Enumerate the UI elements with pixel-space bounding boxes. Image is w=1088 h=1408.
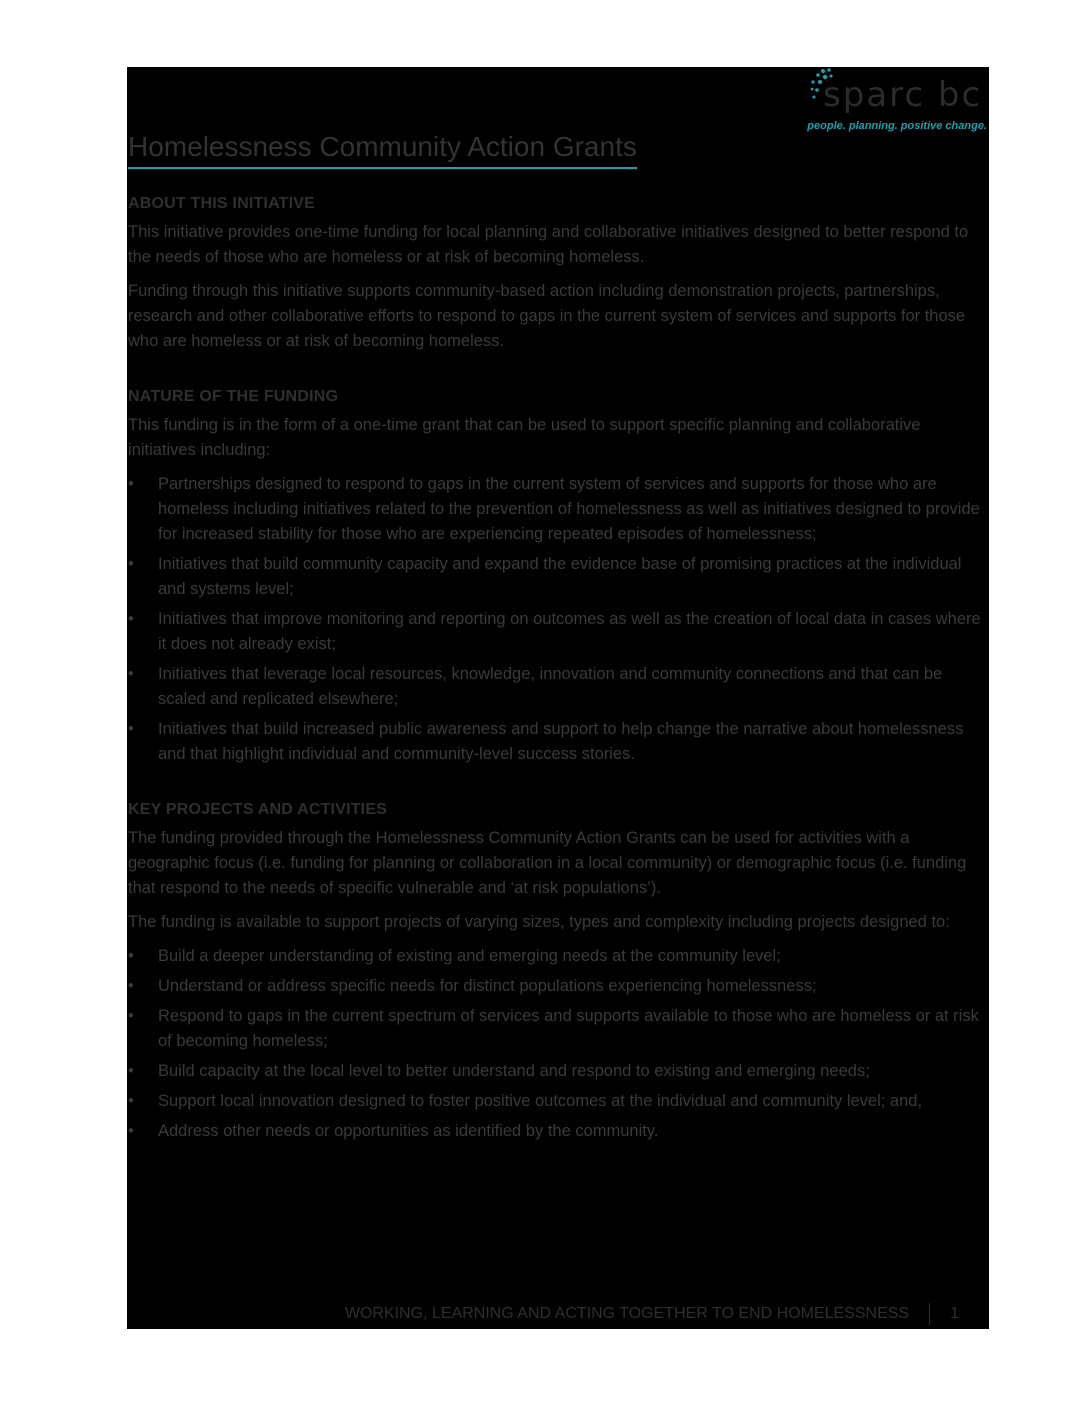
document-page [127, 67, 989, 1329]
footer-divider [929, 1303, 930, 1325]
page-footer [345, 1302, 959, 1326]
bullet-icon: • [128, 1007, 134, 1025]
logo-tagline: people. planning. positive change. [807, 120, 987, 132]
section-key-projects [128, 801, 983, 1144]
bullet-icon: • [128, 720, 134, 738]
bullet-icon: • [128, 1122, 134, 1140]
page-title: Homelessness Community Action Grants [128, 131, 637, 169]
list-item [128, 1004, 983, 1054]
bullet-list [128, 472, 983, 767]
list-item [128, 1059, 983, 1084]
sparc-bc-logo [807, 67, 987, 139]
list-item-text: Address other needs or opportunities as identified by the community. [158, 1122, 659, 1140]
bullet-list [128, 944, 983, 1144]
list-item [128, 1119, 983, 1144]
list-item [128, 1089, 983, 1114]
section-heading: NATURE OF THE FUNDING [128, 388, 339, 405]
logo-wordmark: sparc bc [823, 75, 983, 115]
bullet-icon: • [128, 947, 134, 965]
bullet-icon: • [128, 1062, 134, 1080]
footer-text: WORKING, LEARNING AND ACTING TOGETHER TO END HOMELESSNESS [344, 1305, 910, 1322]
list-item-text: Support local innovation designed to foster positive outcomes at the individual and community level; and, [158, 1092, 923, 1110]
bullet-icon: • [128, 977, 134, 995]
list-item-text: Understand or address specific needs for distinct populations experiencing homelessness; [158, 977, 817, 995]
bullet-icon: • [128, 665, 134, 683]
page-number: 1 [950, 1305, 959, 1322]
list-item [128, 944, 983, 969]
bullet-icon: • [128, 475, 134, 493]
list-item-text: Initiatives that build increased public awareness and support to help change the narrative about homelessness and that highlight individual and community-level success stories. [158, 720, 964, 763]
bullet-icon: • [128, 555, 134, 573]
list-item [128, 974, 983, 999]
bullet-icon: • [128, 610, 134, 628]
paragraph: The funding is available to support projects of varying sizes, types and complexity including projects designed to: [128, 913, 950, 931]
bullet-icon: • [128, 1092, 134, 1110]
document-body [128, 195, 983, 1149]
section-about [128, 195, 983, 354]
list-item [128, 472, 983, 547]
paragraph: The funding provided through the Homelessness Community Action Grants can be used for activities with a geographic focus (i.e. funding for planning or collaboration in a local community) or demographic focus (i.e. funding that respond to the needs of specific vulnerable and ‘at risk populations’). [128, 829, 967, 897]
paragraph: This initiative provides one-time funding for local planning and collaborative initiatives designed to better respond to the needs of those who are homeless or at risk of becoming homeless. [128, 223, 969, 266]
list-item-text: Initiatives that leverage local resources, knowledge, innovation and community connections and that can be scaled and replicated elsewhere; [158, 665, 943, 708]
paragraph: Funding through this initiative supports community-based action including demonstration projects, partnerships, research and other collaborative efforts to respond to gaps in the current system of services and supports for those who are homeless or at risk of becoming homeless. [128, 282, 966, 350]
paragraph: This funding is in the form of a one-time grant that can be used to support specific planning and collaborative initiatives including: [128, 416, 921, 459]
list-item [128, 552, 983, 602]
list-item-text: Initiatives that improve monitoring and reporting on outcomes as well as the creation of local data in cases where it does not already exist; [158, 610, 981, 653]
list-item-text: Initiatives that build community capacity and expand the evidence base of promising practices at the individual and systems level; [158, 555, 962, 598]
section-heading: ABOUT THIS INITIATIVE [128, 195, 316, 212]
list-item [128, 717, 983, 767]
section-nature-of-funding [128, 388, 983, 767]
list-item-text: Partnerships designed to respond to gaps in the current system of services and supports for those who are homeless including initiatives related to the prevention of homelessness as well as initiatives designed to provide for increased stability for those who are experiencing repeated episodes of homelessness; [158, 475, 980, 543]
list-item [128, 607, 983, 657]
list-item [128, 662, 983, 712]
list-item-text: Respond to gaps in the current spectrum of services and supports available to those who are homeless or at risk of becoming homeless; [158, 1007, 979, 1050]
list-item-text: Build capacity at the local level to better understand and respond to existing and emerging needs; [158, 1062, 870, 1080]
section-heading: KEY PROJECTS AND ACTIVITIES [128, 801, 388, 818]
list-item-text: Build a deeper understanding of existing and emerging needs at the community level; [158, 947, 781, 965]
